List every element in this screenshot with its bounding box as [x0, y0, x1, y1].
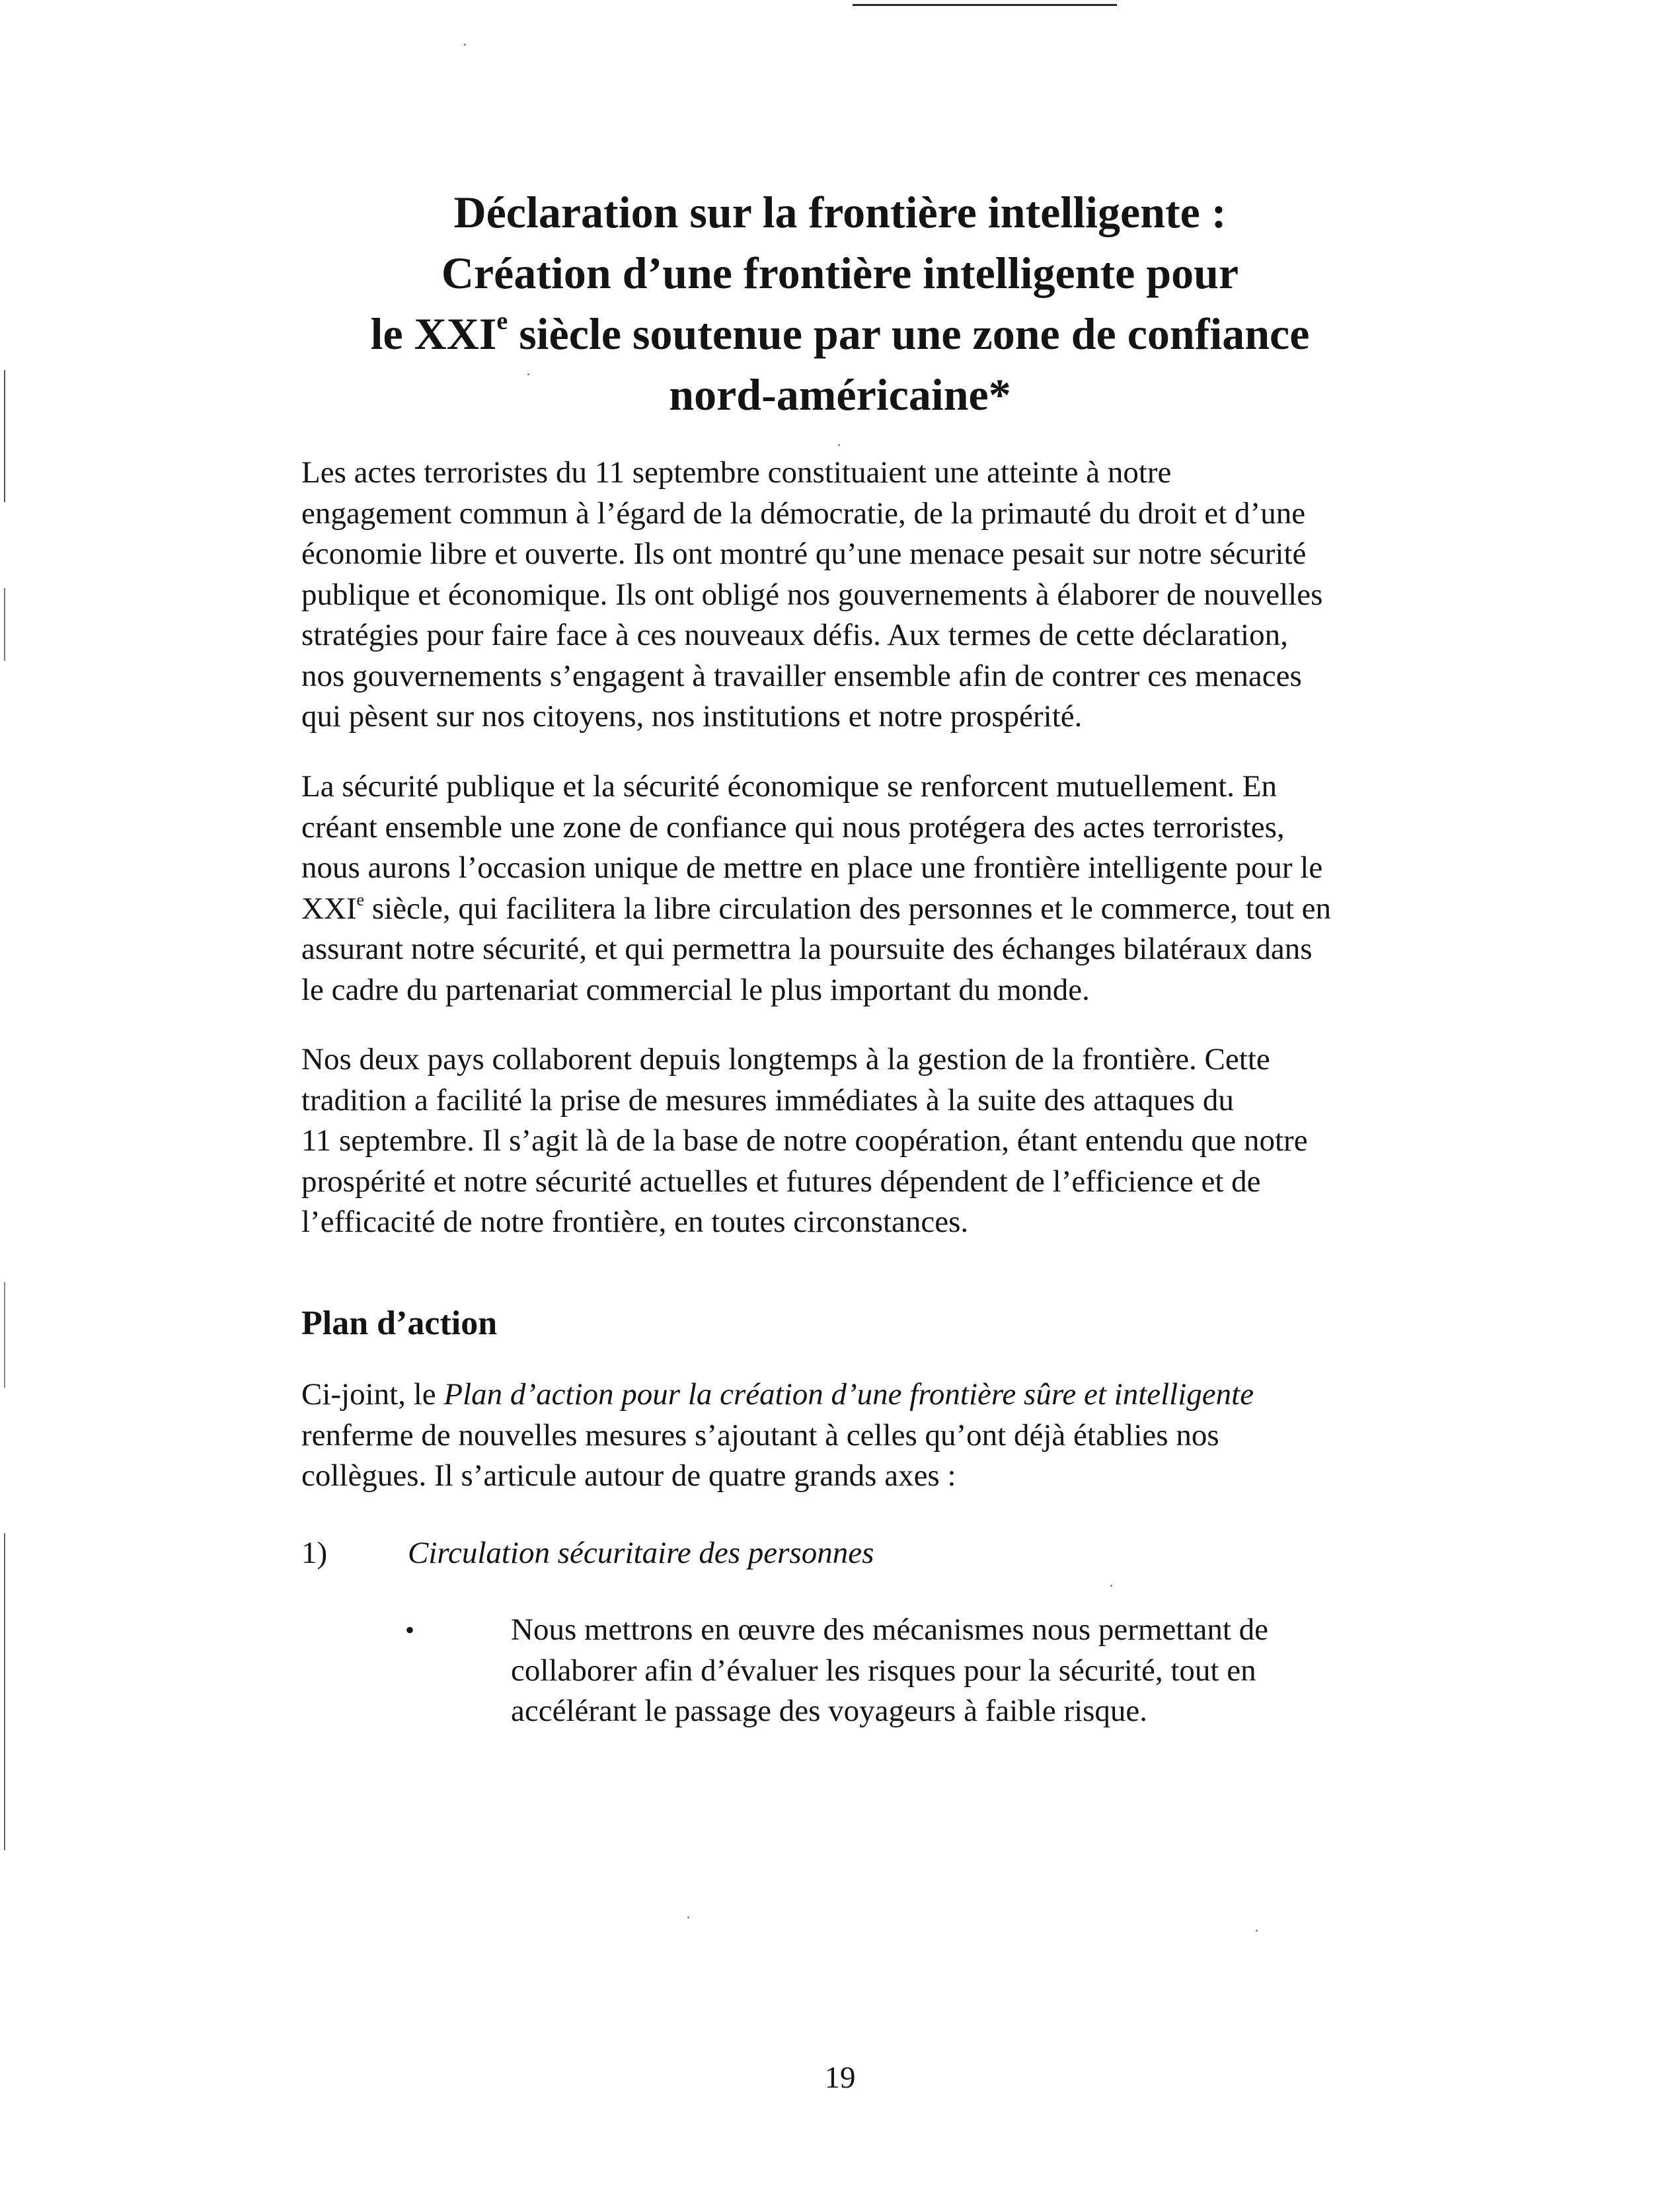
text-fragment: Ci-joint, le: [301, 1377, 444, 1412]
text-line: 11 septembre. Il s’agit là de la base de notre coopération, étant entendu que notre: [301, 1123, 1308, 1158]
paragraph-action-plan: [301, 1375, 1425, 1497]
scan-speck: [838, 444, 840, 446]
page-number: 19: [824, 2060, 856, 2095]
text-line: Les actes terroristes du 11 septembre constituaient une atteinte à notre: [301, 455, 1172, 490]
text-line: collègues. Il s’articule autour de quatre grands axes :: [301, 1458, 956, 1493]
text-line: tradition a facilité la prise de mesures immédiates à la suite des attaques du: [301, 1082, 1234, 1117]
text-line: nous aurons l’occasion unique de mettre en place une frontière intelligente pour le: [301, 850, 1323, 885]
scan-artifact-edge: [4, 370, 5, 1850]
scan-speck: [687, 1916, 689, 1918]
text-line: publique et économique. Ils ont obligé nos gouvernements à élaborer de nouvelles: [301, 577, 1323, 612]
text-line: créant ensemble une zone de confiance qui nous protégera des actes terroristes,: [301, 810, 1285, 845]
text-line: Nos deux pays collaborent depuis longtemps à la gestion de la frontière. Cette: [301, 1042, 1270, 1077]
text-line: La sécurité publique et la sécurité économique se renforcent mutuellement. En: [301, 769, 1278, 804]
text-fragment: XXI: [301, 891, 357, 926]
text-line: assurant notre sécurité, et qui permettra la poursuite des échanges bilatéraux dans: [301, 932, 1313, 966]
action-plan-title: Plan d’action pour la création d’une frontière sûre et intelligente: [443, 1377, 1254, 1412]
text-fragment: siècle, qui facilitera la libre circulation des personnes et le commerce, tout en: [364, 891, 1332, 926]
bullet-item: [511, 1610, 1436, 1732]
paragraph-intro: [301, 453, 1425, 737]
paragraph-security: [301, 767, 1425, 1010]
text-line: Nous mettrons en œuvre des mécanismes nous permettant de: [511, 1612, 1268, 1647]
text-line: nos gouvernements s’engagent à travailler ensemble afin de contrer ces menaces: [301, 658, 1302, 693]
list-item-number: 1): [301, 1536, 328, 1570]
title-line: Déclaration sur la frontière intelligente :: [453, 187, 1227, 237]
text-line: l’efficacité de notre frontière, en toutes circonstances.: [301, 1205, 969, 1239]
text-line: stratégies pour faire face à ces nouveaux défis. Aux termes de cette déclaration,: [301, 618, 1288, 652]
text-line: le cadre du partenariat commercial le plus important du monde.: [301, 972, 1090, 1007]
title-superscript: e: [496, 307, 508, 335]
text-line: [301, 889, 1425, 930]
title-line: nord-américaine*: [669, 369, 1011, 420]
text-line: prospérité et notre sécurité actuelles et futures dépendent de l’efficience et de: [301, 1164, 1261, 1199]
title-line: Création d’une frontière intelligente pour: [441, 248, 1239, 298]
superscript: e: [356, 889, 365, 909]
list-item-label: Circulation sécuritaire des personnes: [408, 1536, 874, 1570]
scan-speck: [1110, 1585, 1112, 1587]
title-line: [132, 303, 1548, 364]
text-line: accélérant le passage des voyageurs à faible risque.: [511, 1694, 1148, 1728]
scan-speck: [1256, 1930, 1258, 1932]
section-heading: Plan d’action: [301, 1304, 498, 1342]
title-text: le XXI: [370, 309, 497, 359]
title-text: siècle soutenue par une zone de confiance: [508, 309, 1310, 359]
text-line: engagement commun à l’égard de la démocratie, de la primauté du droit et d’une: [301, 496, 1306, 531]
text-line: renferme de nouvelles mesures s’ajoutant à celles qu’ont déjà établies nos: [301, 1417, 1219, 1453]
text-line: collaborer afin d’évaluer les risques pour la sécurité, tout en: [511, 1653, 1256, 1688]
scan-artifact-line: [853, 4, 1117, 6]
text-line: économie libre et ouverte. Ils ont montré qu’une menace pesait sur notre sécurité: [301, 537, 1307, 571]
paragraph-cooperation: [301, 1039, 1425, 1243]
scan-speck: [464, 44, 466, 46]
text-line: qui pèsent sur nos citoyens, nos institutions et notre prospérité.: [301, 699, 1083, 734]
document-title: [132, 182, 1548, 425]
bullet-icon: •: [405, 1615, 415, 1645]
text-line: [301, 1375, 1425, 1416]
